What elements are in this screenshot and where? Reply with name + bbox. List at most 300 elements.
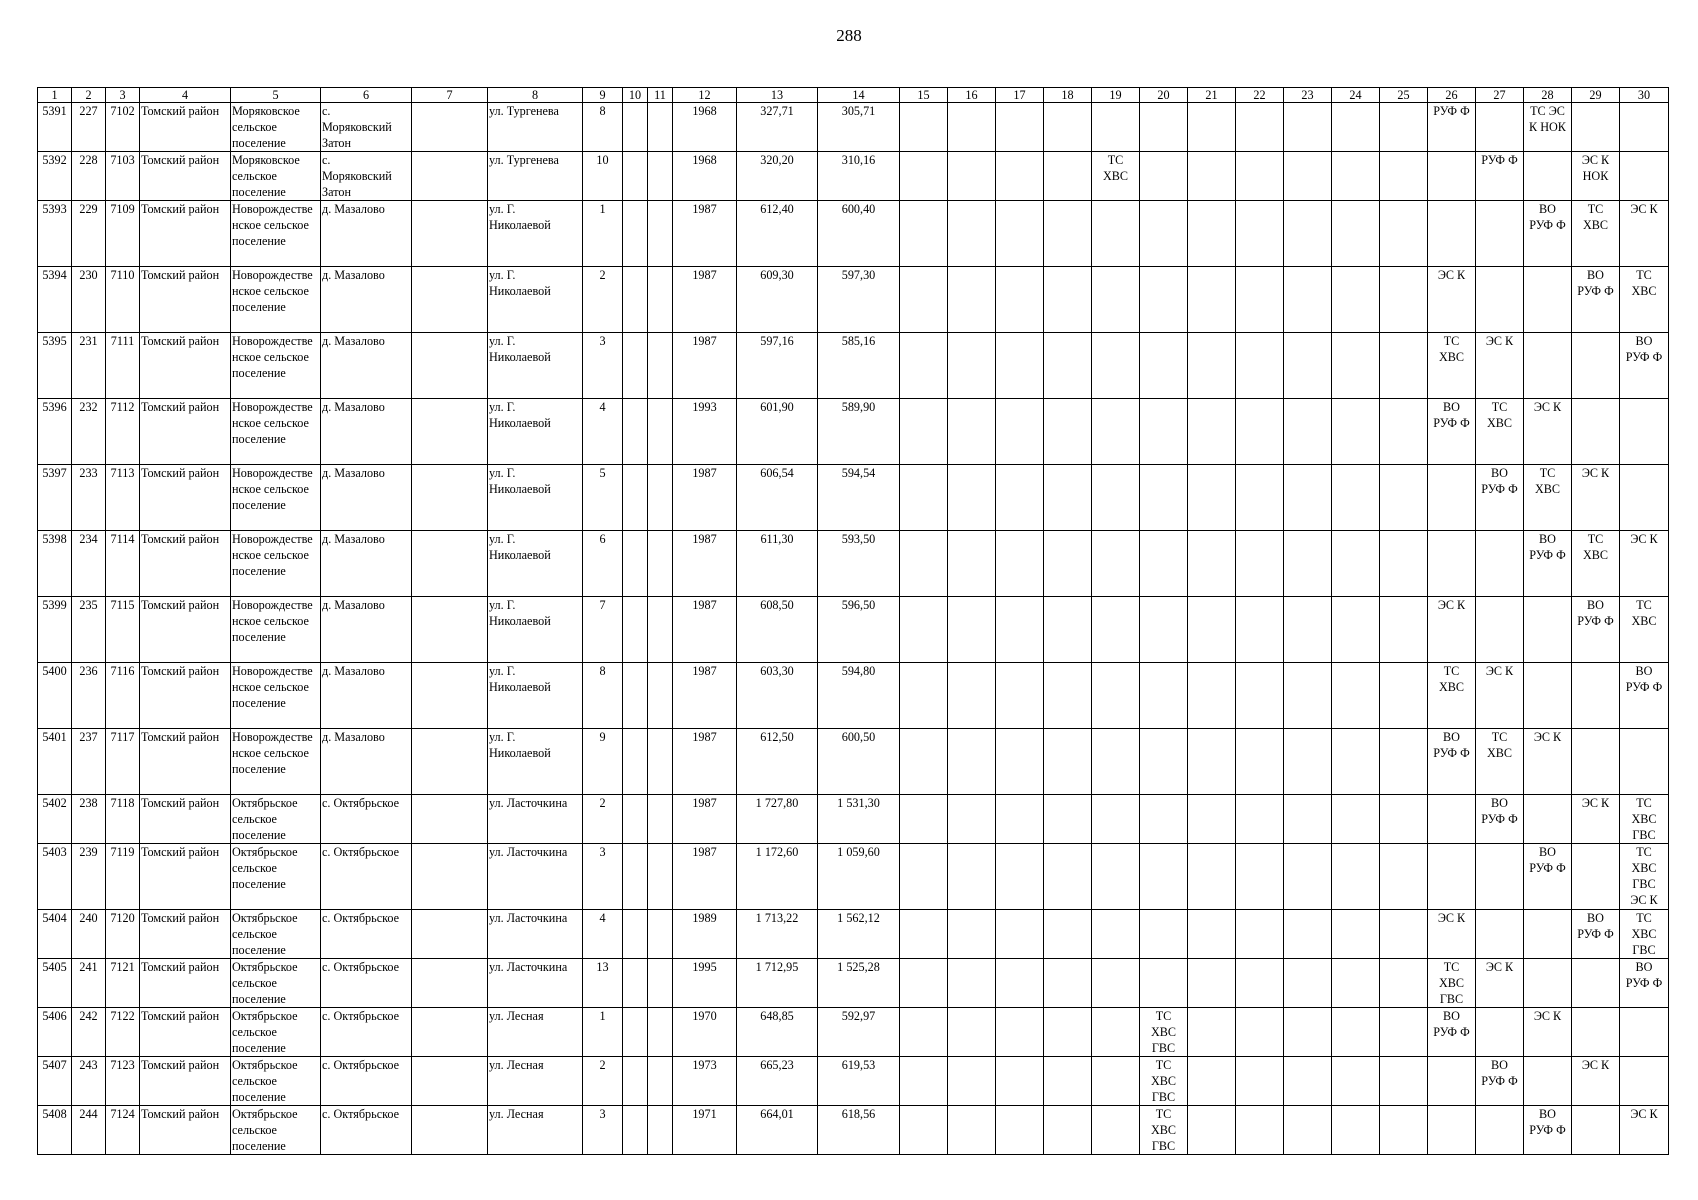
table-cell bbox=[1380, 910, 1428, 959]
table-cell bbox=[996, 103, 1044, 152]
table-cell: ТС ХВС bbox=[1476, 729, 1524, 795]
table-cell: 5408 bbox=[38, 1106, 72, 1155]
table-cell: 244 bbox=[72, 1106, 106, 1155]
table-cell bbox=[1044, 201, 1092, 267]
table-cell bbox=[648, 959, 673, 1008]
table-cell: 1 713,22 bbox=[737, 910, 818, 959]
table-cell: 1971 bbox=[673, 1106, 737, 1155]
table-cell bbox=[1380, 663, 1428, 729]
column-header: 13 bbox=[737, 88, 818, 103]
table-cell bbox=[623, 103, 648, 152]
table-cell: Томский район bbox=[140, 201, 231, 267]
table-cell: ул. Тургенева bbox=[488, 152, 583, 201]
table-cell bbox=[1092, 1057, 1140, 1106]
table-cell bbox=[1188, 844, 1236, 910]
table-cell bbox=[623, 399, 648, 465]
column-header: 22 bbox=[1236, 88, 1284, 103]
table-cell: 13 bbox=[583, 959, 623, 1008]
table-cell bbox=[412, 465, 488, 531]
table-cell bbox=[1188, 103, 1236, 152]
table-cell bbox=[648, 729, 673, 795]
table-cell: 7123 bbox=[106, 1057, 140, 1106]
table-cell: Томский район bbox=[140, 333, 231, 399]
table-row bbox=[38, 910, 1669, 959]
table-cell: ВО РУФ Ф bbox=[1428, 729, 1476, 795]
column-header: 11 bbox=[648, 88, 673, 103]
table-cell bbox=[1380, 152, 1428, 201]
table-cell bbox=[1476, 201, 1524, 267]
table-cell: 2 bbox=[583, 267, 623, 333]
table-cell: 7116 bbox=[106, 663, 140, 729]
table-cell: ТС ХВС bbox=[1524, 465, 1572, 531]
table-cell bbox=[1476, 844, 1524, 910]
table-cell: 9 bbox=[583, 729, 623, 795]
table-cell bbox=[1092, 844, 1140, 910]
table-cell bbox=[1620, 399, 1669, 465]
table-cell bbox=[1044, 597, 1092, 663]
table-cell bbox=[648, 1057, 673, 1106]
table-cell: д. Мазалово bbox=[321, 465, 412, 531]
table-cell: 3 bbox=[583, 844, 623, 910]
column-header: 17 bbox=[996, 88, 1044, 103]
table-cell bbox=[623, 663, 648, 729]
table-cell: 233 bbox=[72, 465, 106, 531]
table-cell bbox=[948, 399, 996, 465]
table-cell bbox=[623, 152, 648, 201]
table-cell: Моряковское сельское поселение bbox=[231, 103, 321, 152]
table-cell bbox=[1188, 1008, 1236, 1057]
table-cell: ЭС К bbox=[1620, 1106, 1669, 1155]
table-row bbox=[38, 1057, 1669, 1106]
column-header: 12 bbox=[673, 88, 737, 103]
column-header: 29 bbox=[1572, 88, 1620, 103]
table-cell bbox=[1236, 729, 1284, 795]
table-cell bbox=[1140, 267, 1188, 333]
table-cell bbox=[1380, 1106, 1428, 1155]
table-cell: ЭС К bbox=[1524, 729, 1572, 795]
table-cell bbox=[1188, 910, 1236, 959]
table-cell bbox=[1044, 910, 1092, 959]
table-cell: ЭС К bbox=[1476, 959, 1524, 1008]
column-header: 5 bbox=[231, 88, 321, 103]
table-cell: ВО РУФ Ф bbox=[1428, 399, 1476, 465]
table-cell: ЭС К bbox=[1572, 1057, 1620, 1106]
table-cell bbox=[1236, 1106, 1284, 1155]
table-cell: Моряковское сельское поселение bbox=[231, 152, 321, 201]
table-cell: 1987 bbox=[673, 531, 737, 597]
table-cell: 6 bbox=[583, 531, 623, 597]
table-cell: ЭС К bbox=[1428, 267, 1476, 333]
table-cell: 1987 bbox=[673, 729, 737, 795]
table-cell bbox=[1332, 910, 1380, 959]
table-cell bbox=[1044, 333, 1092, 399]
table-cell bbox=[623, 1008, 648, 1057]
table-cell bbox=[1236, 959, 1284, 1008]
table-cell: Новорождестве нское сельское поселение bbox=[231, 663, 321, 729]
table-cell bbox=[1140, 597, 1188, 663]
table-cell: 7119 bbox=[106, 844, 140, 910]
table-cell: Новорождестве нское сельское поселение bbox=[231, 267, 321, 333]
table-cell bbox=[648, 910, 673, 959]
table-cell bbox=[648, 399, 673, 465]
table-row bbox=[38, 1106, 1669, 1155]
table-cell: ЭС К bbox=[1476, 663, 1524, 729]
table-cell bbox=[623, 910, 648, 959]
table-cell: 5394 bbox=[38, 267, 72, 333]
table-cell bbox=[648, 201, 673, 267]
table-cell: 1968 bbox=[673, 103, 737, 152]
table-cell bbox=[1236, 795, 1284, 844]
table-row bbox=[38, 333, 1669, 399]
table-cell bbox=[1284, 1057, 1332, 1106]
table-cell bbox=[623, 729, 648, 795]
table-cell bbox=[1428, 844, 1476, 910]
table-cell bbox=[1380, 103, 1428, 152]
column-header: 16 bbox=[948, 88, 996, 103]
table-cell bbox=[1572, 1106, 1620, 1155]
table-row bbox=[38, 103, 1669, 152]
table-cell bbox=[1380, 597, 1428, 663]
table-cell bbox=[1140, 399, 1188, 465]
table-cell bbox=[1044, 1008, 1092, 1057]
table-cell bbox=[1044, 844, 1092, 910]
table-cell bbox=[648, 531, 673, 597]
table-cell bbox=[1188, 597, 1236, 663]
column-header: 20 bbox=[1140, 88, 1188, 103]
table-cell bbox=[1524, 910, 1572, 959]
table-cell: Октябрьское сельское поселение bbox=[231, 910, 321, 959]
table-cell bbox=[1140, 103, 1188, 152]
table-cell: ВО РУФ Ф bbox=[1476, 1057, 1524, 1106]
table-cell bbox=[1236, 1057, 1284, 1106]
table-cell bbox=[948, 103, 996, 152]
table-cell bbox=[1236, 333, 1284, 399]
table-cell bbox=[623, 844, 648, 910]
table-cell: 5392 bbox=[38, 152, 72, 201]
table-cell bbox=[1044, 152, 1092, 201]
table-cell bbox=[900, 333, 948, 399]
table-cell bbox=[412, 267, 488, 333]
table-cell bbox=[1236, 910, 1284, 959]
table-cell bbox=[1092, 910, 1140, 959]
table-cell bbox=[412, 152, 488, 201]
table-cell bbox=[412, 1106, 488, 1155]
column-number-header-row bbox=[38, 88, 1669, 103]
table-cell bbox=[1044, 531, 1092, 597]
table-cell: 1970 bbox=[673, 1008, 737, 1057]
column-header: 26 bbox=[1428, 88, 1476, 103]
table-cell: ВО РУФ Ф bbox=[1620, 333, 1669, 399]
table-cell bbox=[996, 1008, 1044, 1057]
table-cell: 5395 bbox=[38, 333, 72, 399]
table-cell bbox=[1092, 333, 1140, 399]
table-cell: 1 712,95 bbox=[737, 959, 818, 1008]
table-cell bbox=[1188, 399, 1236, 465]
table-cell: д. Мазалово bbox=[321, 597, 412, 663]
table-cell: ул. Лесная bbox=[488, 1008, 583, 1057]
column-header: 6 bbox=[321, 88, 412, 103]
table-cell bbox=[1188, 201, 1236, 267]
table-cell bbox=[1044, 103, 1092, 152]
table-cell: 7112 bbox=[106, 399, 140, 465]
table-cell: 600,40 bbox=[818, 201, 900, 267]
table-cell: ВО РУФ Ф bbox=[1476, 465, 1524, 531]
table-cell: 603,30 bbox=[737, 663, 818, 729]
table-cell bbox=[996, 152, 1044, 201]
table-cell bbox=[1380, 531, 1428, 597]
table-cell bbox=[1140, 333, 1188, 399]
table-cell: ул. Ласточкина bbox=[488, 844, 583, 910]
table-cell: Новорождестве нское сельское поселение bbox=[231, 399, 321, 465]
table-cell: 609,30 bbox=[737, 267, 818, 333]
table-cell bbox=[1044, 795, 1092, 844]
table-cell: 7118 bbox=[106, 795, 140, 844]
table-cell bbox=[1428, 465, 1476, 531]
table-cell: 1993 bbox=[673, 399, 737, 465]
table-cell bbox=[900, 910, 948, 959]
table-cell bbox=[996, 597, 1044, 663]
table-cell: 8 bbox=[583, 663, 623, 729]
table-cell bbox=[900, 465, 948, 531]
table-cell: ТС ХВС ГВС bbox=[1140, 1106, 1188, 1155]
table-cell: ул. Г. Николаевой bbox=[488, 597, 583, 663]
table-cell bbox=[1380, 201, 1428, 267]
table-cell: Томский район bbox=[140, 267, 231, 333]
table-cell: Октябрьское сельское поселение bbox=[231, 844, 321, 910]
table-cell bbox=[1284, 152, 1332, 201]
table-cell: 230 bbox=[72, 267, 106, 333]
table-cell: 5402 bbox=[38, 795, 72, 844]
table-cell bbox=[1524, 267, 1572, 333]
table-cell bbox=[1044, 267, 1092, 333]
table-cell: 229 bbox=[72, 201, 106, 267]
table-cell bbox=[623, 531, 648, 597]
table-cell: 237 bbox=[72, 729, 106, 795]
table-cell bbox=[1620, 152, 1669, 201]
table-cell: Новорождестве нское сельское поселение bbox=[231, 729, 321, 795]
table-cell: ВО РУФ Ф bbox=[1476, 795, 1524, 844]
table-cell: 1987 bbox=[673, 795, 737, 844]
table-cell: 1 172,60 bbox=[737, 844, 818, 910]
table-cell bbox=[648, 663, 673, 729]
table-cell bbox=[1092, 267, 1140, 333]
table-cell: Томский район bbox=[140, 1008, 231, 1057]
table-cell: 592,97 bbox=[818, 1008, 900, 1057]
table-cell bbox=[1332, 399, 1380, 465]
table-cell: Томский район bbox=[140, 910, 231, 959]
table-cell: 1 bbox=[583, 1008, 623, 1057]
table-cell: Томский район bbox=[140, 663, 231, 729]
table-cell bbox=[1428, 1057, 1476, 1106]
table-cell: ТС ХВС bbox=[1092, 152, 1140, 201]
page-number: 288 bbox=[836, 26, 862, 45]
table-cell: 1973 bbox=[673, 1057, 737, 1106]
table-cell: Октябрьское сельское поселение bbox=[231, 1057, 321, 1106]
table-cell: ВО РУФ Ф bbox=[1572, 267, 1620, 333]
table-cell bbox=[1332, 267, 1380, 333]
table-cell: 593,50 bbox=[818, 531, 900, 597]
table-cell bbox=[948, 597, 996, 663]
table-cell bbox=[1092, 465, 1140, 531]
table-cell: ВО РУФ Ф bbox=[1524, 201, 1572, 267]
table-cell bbox=[623, 333, 648, 399]
table-cell: 1 bbox=[583, 201, 623, 267]
table-cell: 228 bbox=[72, 152, 106, 201]
table-cell bbox=[900, 1008, 948, 1057]
table-cell: ул. Тургенева bbox=[488, 103, 583, 152]
table-cell bbox=[996, 399, 1044, 465]
table-cell: 1987 bbox=[673, 333, 737, 399]
table-cell bbox=[1188, 1106, 1236, 1155]
table-cell bbox=[1620, 729, 1669, 795]
table-cell bbox=[1044, 959, 1092, 1008]
table-cell bbox=[1332, 1106, 1380, 1155]
table-cell bbox=[1476, 1106, 1524, 1155]
table-cell bbox=[996, 959, 1044, 1008]
table-cell: Новорождестве нское сельское поселение bbox=[231, 597, 321, 663]
table-cell bbox=[1332, 201, 1380, 267]
table-cell bbox=[1236, 1008, 1284, 1057]
table-cell bbox=[1236, 597, 1284, 663]
table-row bbox=[38, 844, 1669, 910]
table-cell bbox=[1140, 910, 1188, 959]
table-cell bbox=[1332, 465, 1380, 531]
table-cell: Томский район bbox=[140, 959, 231, 1008]
table-cell: ТС ХВС ГВС bbox=[1428, 959, 1476, 1008]
table-cell: ул. Ласточкина bbox=[488, 795, 583, 844]
table-cell: 648,85 bbox=[737, 1008, 818, 1057]
table-cell: Новорождестве нское сельское поселение bbox=[231, 201, 321, 267]
table-cell bbox=[1284, 910, 1332, 959]
table-cell: 597,16 bbox=[737, 333, 818, 399]
table-cell bbox=[648, 1008, 673, 1057]
table-cell: 596,50 bbox=[818, 597, 900, 663]
table-cell bbox=[623, 959, 648, 1008]
table-cell bbox=[648, 465, 673, 531]
table-cell: Томский район bbox=[140, 103, 231, 152]
table-cell bbox=[1572, 663, 1620, 729]
table-cell: ТС ЭС К НОК bbox=[1524, 103, 1572, 152]
table-cell: ТС ХВС bbox=[1476, 399, 1524, 465]
table-cell bbox=[900, 201, 948, 267]
table-cell: 232 bbox=[72, 399, 106, 465]
table-cell bbox=[1284, 1106, 1332, 1155]
table-cell: ТС ХВС ГВС bbox=[1620, 910, 1669, 959]
table-cell: ЭС К bbox=[1620, 531, 1669, 597]
table-cell: 327,71 bbox=[737, 103, 818, 152]
table-row bbox=[38, 531, 1669, 597]
table-cell bbox=[1428, 531, 1476, 597]
table-cell bbox=[1092, 795, 1140, 844]
table-cell bbox=[1380, 267, 1428, 333]
table-cell bbox=[1140, 201, 1188, 267]
table-cell bbox=[1332, 844, 1380, 910]
table-cell bbox=[1380, 465, 1428, 531]
table-cell: д. Мазалово bbox=[321, 729, 412, 795]
table-cell bbox=[1476, 910, 1524, 959]
table-cell: 5393 bbox=[38, 201, 72, 267]
table-cell bbox=[412, 597, 488, 663]
table-cell bbox=[1524, 959, 1572, 1008]
table-cell bbox=[648, 103, 673, 152]
table-cell: с. Моряковский Затон bbox=[321, 103, 412, 152]
table-cell bbox=[1140, 844, 1188, 910]
table-cell bbox=[1236, 663, 1284, 729]
table-cell bbox=[1332, 152, 1380, 201]
table-cell: ТС ХВС bbox=[1620, 597, 1669, 663]
table-cell bbox=[948, 729, 996, 795]
table-cell bbox=[1380, 1057, 1428, 1106]
table-cell: д. Мазалово bbox=[321, 531, 412, 597]
table-cell bbox=[900, 663, 948, 729]
table-cell: ВО РУФ Ф bbox=[1620, 959, 1669, 1008]
table-cell bbox=[1284, 1008, 1332, 1057]
table-cell: ТС ХВС ГВС bbox=[1140, 1057, 1188, 1106]
table-cell bbox=[1092, 663, 1140, 729]
table-cell bbox=[1380, 795, 1428, 844]
table-cell bbox=[412, 663, 488, 729]
table-cell: ЭС К bbox=[1572, 465, 1620, 531]
table-cell: д. Мазалово bbox=[321, 399, 412, 465]
table-cell: с. Октябрьское bbox=[321, 844, 412, 910]
table-cell: ул. Г. Николаевой bbox=[488, 333, 583, 399]
table-cell bbox=[1332, 795, 1380, 844]
table-cell bbox=[1380, 959, 1428, 1008]
table-cell: ТС ХВС bbox=[1620, 267, 1669, 333]
table-cell: 242 bbox=[72, 1008, 106, 1057]
table-cell: 594,54 bbox=[818, 465, 900, 531]
table-cell bbox=[1332, 531, 1380, 597]
table-cell: 2 bbox=[583, 1057, 623, 1106]
table-cell: 7109 bbox=[106, 201, 140, 267]
table-cell bbox=[900, 729, 948, 795]
table-cell bbox=[1188, 795, 1236, 844]
table-cell: Октябрьское сельское поселение bbox=[231, 959, 321, 1008]
table-cell bbox=[1044, 1106, 1092, 1155]
table-cell: д. Мазалово bbox=[321, 663, 412, 729]
table-cell bbox=[996, 844, 1044, 910]
table-cell bbox=[900, 152, 948, 201]
table-cell: 1987 bbox=[673, 663, 737, 729]
table-cell bbox=[1332, 1057, 1380, 1106]
table-cell: 5405 bbox=[38, 959, 72, 1008]
table-cell: ЭС К bbox=[1476, 333, 1524, 399]
table-cell bbox=[1092, 959, 1140, 1008]
table-cell bbox=[900, 795, 948, 844]
table-cell bbox=[648, 267, 673, 333]
table-row bbox=[38, 663, 1669, 729]
table-cell: 3 bbox=[583, 1106, 623, 1155]
table-cell: 608,50 bbox=[737, 597, 818, 663]
table-cell: 664,01 bbox=[737, 1106, 818, 1155]
table-cell: с. Октябрьское bbox=[321, 795, 412, 844]
table-cell bbox=[1284, 399, 1332, 465]
table-cell: 239 bbox=[72, 844, 106, 910]
table-cell bbox=[623, 597, 648, 663]
table-cell: ТС ХВС bbox=[1572, 201, 1620, 267]
table-cell bbox=[1284, 663, 1332, 729]
table-cell: 600,50 bbox=[818, 729, 900, 795]
table-cell: ВО РУФ Ф bbox=[1524, 531, 1572, 597]
table-cell: Октябрьское сельское поселение bbox=[231, 795, 321, 844]
table-cell bbox=[1044, 729, 1092, 795]
table-cell: с. Октябрьское bbox=[321, 1008, 412, 1057]
column-header: 19 bbox=[1092, 88, 1140, 103]
table-cell bbox=[1044, 1057, 1092, 1106]
table-cell bbox=[948, 333, 996, 399]
table-row bbox=[38, 959, 1669, 1008]
table-cell: 1987 bbox=[673, 597, 737, 663]
